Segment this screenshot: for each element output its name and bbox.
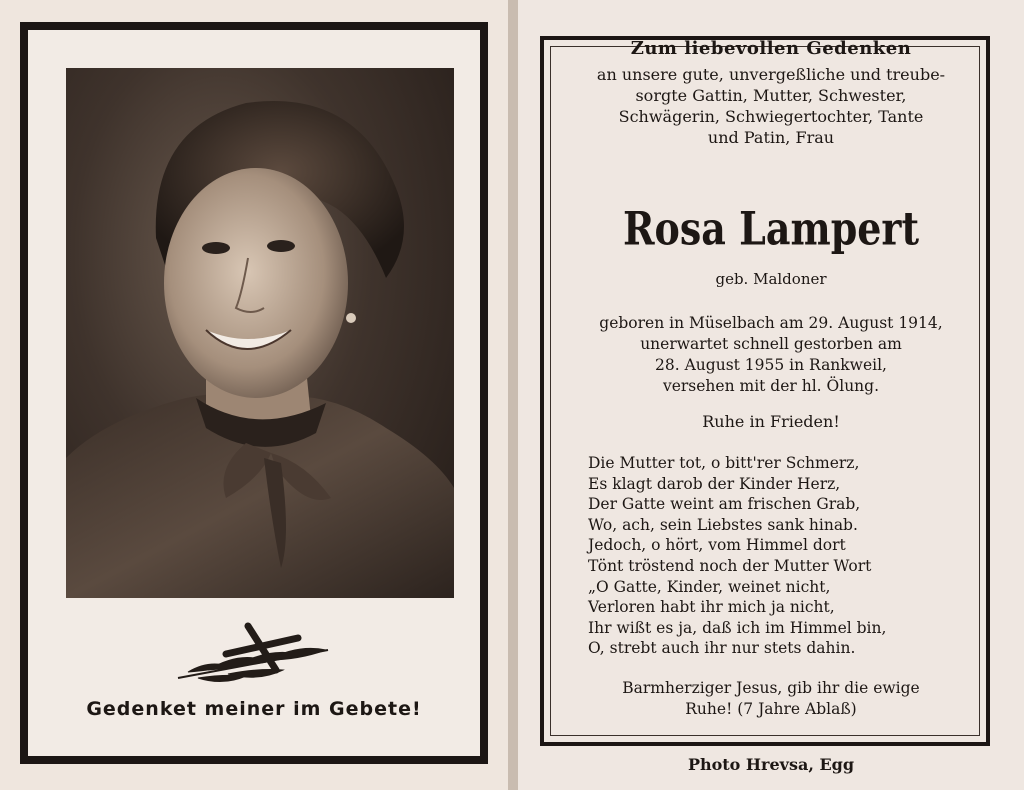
poem <box>518 453 1024 659</box>
poem-line: Es klagt darob der Kinder Herz, <box>588 474 841 493</box>
bio-line: versehen mit der hl. Ölung. <box>662 377 880 395</box>
photographer-credit: Photo Hrevsa, Egg <box>687 755 855 774</box>
poem-line: Die Mutter tot, o bitt'rer Schmerz, <box>588 454 860 472</box>
intro-line: Schwägerin, Schwiegertochter, Tante <box>618 107 924 126</box>
intro-line: an unsere gute, unvergeßliche und treube- <box>596 65 946 84</box>
intro-line: und Patin, Frau <box>707 128 835 147</box>
biographical-text <box>518 313 1024 397</box>
card-gap <box>508 0 518 790</box>
bio-line: unerwartet schnell gestorben am <box>640 335 902 353</box>
portrait-illustration <box>66 68 454 598</box>
maiden-name: geb. Maldoner <box>715 270 827 288</box>
intro-line: sorgte Gattin, Mutter, Schwester, <box>635 86 907 105</box>
mourning-border <box>20 22 488 764</box>
poem-line: Wo, ach, sein Liebstes sank hinab. <box>588 515 858 534</box>
rest-in-peace: Ruhe in Frieden! <box>702 412 840 431</box>
poem-line: Verloren habt ihr mich ja nicht, <box>588 598 835 617</box>
poem-line: Der Gatte weint am frischen Grab, <box>588 495 861 514</box>
right-card <box>518 0 1024 790</box>
poem-line: Ihr wißt es ja, daß ich im Himmel bin, <box>588 618 887 637</box>
intro-text <box>518 64 1024 148</box>
cross-with-palm-branch-icon <box>168 620 338 690</box>
prayer-line: Barmherziger Jesus, gib ihr die ewige <box>622 679 920 697</box>
prayer-line: Ruhe! (7 Jahre Ablaß) <box>685 700 857 718</box>
poem-line: Jedoch, o hört, vom Himmel dort <box>588 536 846 555</box>
bio-line: geboren in Müselbach am 29. August 1914, <box>599 314 943 332</box>
bio-line: 28. August 1955 in Rankweil, <box>655 356 887 374</box>
poem-line: Tönt tröstend noch der Mutter Wort <box>588 556 872 575</box>
deceased-name: Rosa Lampert <box>622 201 920 256</box>
poem-line: „O Gatte, Kinder, weinet nicht, <box>588 577 831 596</box>
memorial-heading: Zum liebevollen Gedenken <box>630 38 912 59</box>
prayer-request-caption: Gedenket meiner im Gebete! <box>86 698 422 720</box>
poem-line: O, strebt auch ihr nur stets dahin. <box>588 639 856 658</box>
closing-prayer <box>518 678 1024 720</box>
portrait-photo <box>66 68 454 598</box>
left-card <box>0 0 508 790</box>
